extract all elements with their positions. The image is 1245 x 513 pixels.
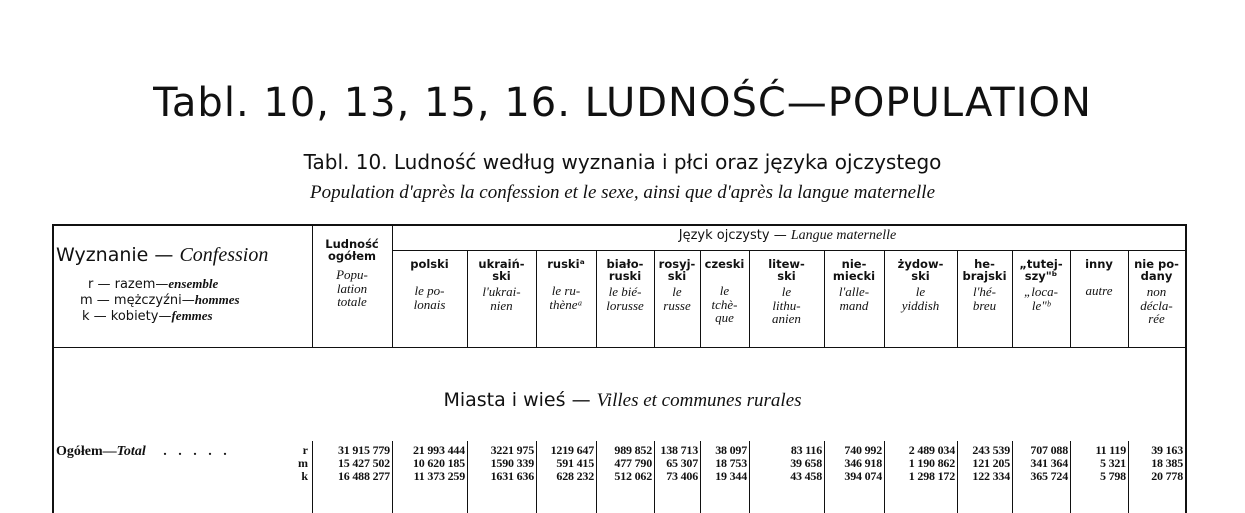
header-language-pl: inny — [1085, 257, 1113, 271]
table-cell: 16 488 277 — [337, 469, 390, 483]
table-cell: 1219 647 — [550, 443, 594, 457]
header-language-pl: ski — [667, 269, 687, 284]
legend-code: r — razem— — [88, 277, 169, 292]
column-divider — [1012, 250, 1013, 347]
table-cell: 138 713 — [660, 443, 698, 457]
header-language-pl: ukraiń- — [478, 257, 525, 271]
header-language — [884, 258, 957, 312]
column-divider-body — [700, 441, 701, 513]
table-cell: 20 778 — [1151, 469, 1183, 483]
header-total-fr: lation — [336, 280, 368, 296]
column-divider-body — [1070, 441, 1071, 513]
table-cell: 43 458 — [790, 469, 822, 483]
header-language-fr: le — [915, 284, 926, 300]
confession-title-fr: Confession — [179, 244, 269, 266]
table-cell: 83 116 — [790, 443, 822, 457]
header-spacer — [392, 270, 467, 284]
header-language-pl: ruski — [608, 269, 642, 284]
confession-title-pl: Wyznanie — — [56, 244, 180, 266]
header-language-fr: lonais — [413, 296, 446, 312]
table-cell: 21 993 444 — [412, 443, 465, 457]
row-label-fr: Total — [116, 444, 146, 459]
header-language-fr: l'hé- — [973, 284, 996, 300]
header-language-pl: litew- — [768, 257, 805, 271]
header-language-fr: russe — [663, 297, 691, 313]
table-cell: 346 918 — [844, 456, 882, 470]
table-cell: 512 062 — [614, 469, 652, 483]
header-language-pl: ski — [492, 269, 511, 284]
table-cell: 65 307 — [666, 456, 698, 470]
table-cell: 18 753 — [715, 456, 747, 470]
header-language — [536, 258, 596, 311]
section-title-pl: Miasta i wieś — — [443, 389, 597, 411]
language-group-pl: Język ojczysty — — [678, 228, 791, 243]
table-cell: 1 190 862 — [908, 456, 955, 470]
table-cell: 707 088 — [1030, 443, 1068, 457]
header-language-pl: czeski — [704, 257, 745, 271]
column-divider-body — [654, 441, 655, 513]
header-language-fr: yiddish — [901, 297, 940, 313]
header-language-fr: le"ᵇ — [1031, 297, 1051, 313]
header-spacer — [536, 270, 596, 284]
table-cell: 740 992 — [844, 443, 882, 457]
total-column-divider-body — [312, 441, 313, 513]
column-divider-body — [957, 441, 958, 513]
column-divider-body — [884, 441, 885, 513]
header-language-fr: le — [719, 283, 730, 299]
header-language — [596, 258, 654, 312]
column-divider — [824, 250, 825, 347]
header-language-pl: żydow- — [897, 257, 944, 271]
header-language — [749, 258, 824, 326]
table-cell: 31 915 779 — [337, 443, 390, 457]
header-language — [654, 258, 700, 312]
header-language-fr: le bié- — [608, 284, 642, 300]
column-divider-body — [467, 441, 468, 513]
header-language-pl: brajski — [962, 269, 1007, 284]
header-language-fr: lorusse — [606, 297, 644, 313]
header-language-pl: he- — [974, 257, 995, 271]
table-cell: 477 790 — [614, 456, 652, 470]
table-cell: 11 119 — [1095, 443, 1126, 457]
header-language-fr: rée — [1148, 311, 1165, 327]
table-cell: 73 406 — [666, 469, 698, 483]
column-divider — [1070, 250, 1071, 347]
column-divider-body — [749, 441, 750, 513]
confession-header — [56, 244, 268, 267]
header-total-pl2: ogółem — [327, 249, 377, 264]
legend-razem — [88, 276, 218, 292]
language-block-divider-body — [392, 441, 393, 513]
table-cell: 341 364 — [1030, 456, 1068, 470]
sex-code: r — [302, 443, 308, 457]
header-language — [1012, 258, 1070, 312]
column-divider — [596, 250, 597, 347]
table-cell: 39 163 — [1151, 443, 1183, 457]
table-cell: 10 620 185 — [412, 456, 465, 470]
column-divider — [536, 250, 537, 347]
sex-code: k — [301, 469, 308, 483]
column-divider-body — [824, 441, 825, 513]
column-divider — [884, 250, 885, 347]
column-divider-body — [1012, 441, 1013, 513]
table-cell: 5 798 — [1099, 469, 1126, 483]
header-language-pl: ski — [777, 269, 796, 284]
section-title — [0, 389, 1245, 412]
header-language-pl: polski — [410, 257, 449, 271]
table-cell: 2 489 034 — [908, 443, 955, 457]
header-language-fr: le — [781, 284, 792, 300]
table-cell: 1 298 172 — [908, 469, 955, 483]
header-spacer — [1070, 270, 1128, 284]
header-language-fr: que — [715, 310, 734, 326]
legend-code: k — kobiety— — [82, 309, 172, 324]
column-divider — [700, 250, 701, 347]
header-language-fr: mand — [839, 297, 869, 313]
table-cell: 1590 339 — [490, 456, 534, 470]
table-top-rule — [52, 224, 1187, 226]
header-language-fr: thèneᵃ — [549, 296, 583, 312]
table-right-border — [1185, 224, 1187, 513]
table-cell: 5 321 — [1099, 456, 1126, 470]
header-language-fr: le — [672, 284, 682, 300]
header-language-pl: miecki — [832, 269, 876, 284]
table-cell: 122 334 — [972, 469, 1010, 483]
header-language — [392, 258, 467, 311]
header-language-fr: anien — [772, 311, 801, 327]
header-language-pl: ski — [911, 269, 930, 284]
page-title: Tabl. 10, 13, 15, 16. LUDNOŚĆ—POPULATION — [153, 80, 1092, 126]
language-block-divider — [392, 226, 393, 347]
table-cell: 38 097 — [715, 443, 747, 457]
legend-kobiety — [82, 308, 213, 324]
header-language-fr: tchè- — [711, 296, 738, 312]
header-language — [700, 258, 749, 325]
legend-fr: femmes — [171, 308, 213, 323]
column-divider — [749, 250, 750, 347]
header-language-fr: le ru- — [551, 283, 581, 299]
header-language — [1128, 258, 1185, 326]
header-language-fr: décla- — [1140, 297, 1173, 313]
header-language-fr: lithu- — [772, 297, 801, 313]
column-divider-body — [1128, 441, 1129, 513]
header-language — [467, 258, 536, 312]
row-label-total — [56, 444, 231, 460]
header-language-fr: nien — [490, 297, 513, 313]
language-group-rule — [392, 250, 1185, 251]
header-language-pl: nie- — [841, 257, 867, 271]
section-title-fr: Villes et communes rurales — [596, 390, 802, 411]
table-cell: 365 724 — [1030, 469, 1068, 483]
header-language-pl: szy"ᵇ — [1024, 269, 1058, 284]
header-language-pl: rosyj- — [658, 257, 696, 271]
header-language-fr: „loca- — [1024, 284, 1058, 300]
column-divider — [654, 250, 655, 347]
table-cell: 591 415 — [556, 456, 594, 470]
header-bottom-rule — [52, 347, 1187, 348]
table-cell: 628 232 — [556, 469, 594, 483]
header-language-fr: non — [1146, 284, 1167, 300]
header-language-pl: „tutej- — [1019, 257, 1063, 271]
header-language-fr: l'alle- — [838, 284, 870, 300]
header-language-fr: autre — [1085, 283, 1113, 299]
total-column-divider — [312, 226, 313, 347]
table-cell: 243 539 — [972, 443, 1010, 457]
header-language — [824, 258, 884, 312]
header-language-pl: ruskiᵃ — [547, 257, 585, 271]
sex-code: m — [298, 456, 308, 470]
header-language — [957, 258, 1012, 312]
header-language-fr: l'ukrai- — [482, 284, 521, 300]
row-label-dots: . . . . . — [163, 444, 231, 459]
table-cell: 15 427 502 — [337, 456, 390, 470]
header-language-pl: nie po- — [1134, 257, 1179, 271]
header-language-fr: breu — [972, 297, 997, 313]
header-total-fr: Popu- — [336, 267, 368, 283]
header-total-fr: totale — [337, 294, 367, 310]
table-cell: 1631 636 — [490, 469, 534, 483]
table-cell: 394 074 — [844, 469, 882, 483]
column-divider — [957, 250, 958, 347]
column-divider-body — [596, 441, 597, 513]
table-cell: 989 852 — [614, 443, 652, 457]
table-cell: 39 658 — [790, 456, 822, 470]
header-total-pl1: Ludność — [325, 237, 379, 251]
table-cell: 121 205 — [972, 456, 1010, 470]
language-group-header — [390, 228, 1185, 244]
header-language-pl: dany — [1140, 269, 1173, 284]
header-language-pl: biało- — [606, 257, 644, 271]
legend-fr: ensemble — [168, 276, 219, 291]
language-group-fr: Langue maternelle — [790, 228, 897, 243]
row-label-pl: Ogółem— — [56, 444, 117, 459]
table-left-border — [52, 224, 54, 513]
column-divider — [1128, 250, 1129, 347]
table-subtitle-pl: Tabl. 10. Ludność według wyznania i płci oraz języka ojczystego — [303, 150, 942, 174]
header-total-population — [312, 238, 392, 309]
table-cell: 19 344 — [715, 469, 747, 483]
header-spacer — [700, 270, 749, 284]
header-language-fr: le po- — [414, 283, 445, 299]
column-divider-body — [536, 441, 537, 513]
legend-mezczyzni — [80, 292, 240, 308]
table-subtitle-fr: Population d'après la confession et le sexe, ainsi que d'après la langue maternelle — [310, 182, 935, 203]
column-divider — [467, 250, 468, 347]
table-cell: 18 385 — [1151, 456, 1183, 470]
legend-fr: hommes — [194, 292, 240, 307]
table-cell: 11 373 259 — [413, 469, 465, 483]
legend-code: m — mężczyźni— — [80, 293, 195, 308]
header-language — [1070, 258, 1128, 298]
table-cell: 3221 975 — [490, 443, 534, 457]
